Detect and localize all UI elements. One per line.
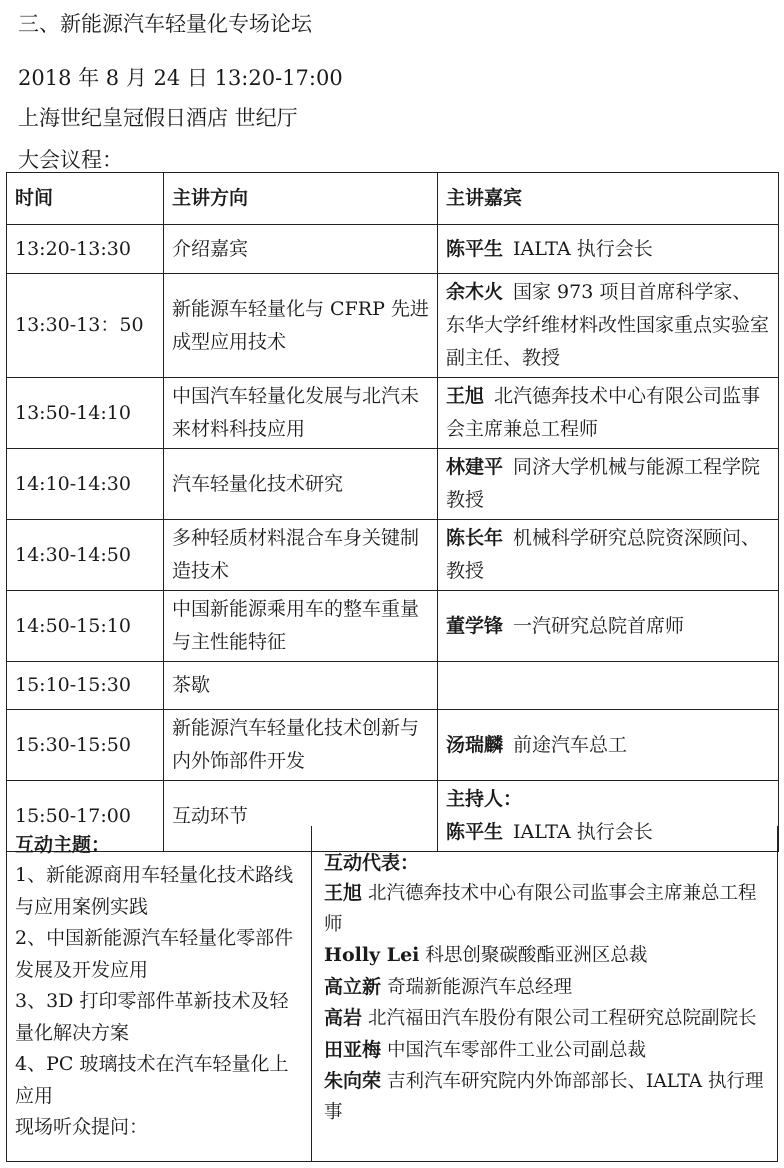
event-venue: 上海世纪皇冠假日酒店 世纪厅 <box>18 106 298 130</box>
table-row <box>7 225 779 274</box>
speaker-name: 陈长年 <box>446 527 504 549</box>
topics-heading: 互动主题： <box>15 834 111 856</box>
table-row <box>7 274 779 378</box>
agenda-header-row <box>7 173 779 225</box>
list-item <box>324 1066 767 1128</box>
speaker-title: IALTA 执行会长 <box>513 237 653 260</box>
list-item <box>324 878 767 940</box>
rep-title: 吉利汽车研究院内外饰部部长、IALTA 执行理事 <box>324 1071 764 1123</box>
audience-qa: 现场听众提问： <box>15 1116 149 1138</box>
row-topic: 茶歇 <box>164 662 438 710</box>
speaker-name: 林建平 <box>446 456 504 478</box>
table-row <box>7 449 779 520</box>
row-topic: 汽车轻量化技术研究 <box>164 449 438 520</box>
rep-name: 朱向荣 <box>324 1070 382 1092</box>
rep-title: 北汽福田汽车股份有限公司工程研究总院副院长 <box>368 1008 757 1029</box>
section-title: 三、新能源汽车轻量化专场论坛 <box>18 12 312 36</box>
rep-title: 科思创聚碳酸酯亚洲区总裁 <box>425 945 648 966</box>
row-time: 15:10-15:30 <box>7 662 164 710</box>
row-topic: 互动环节 <box>164 781 438 852</box>
speaker-title: 一汽研究总院首席师 <box>513 614 685 637</box>
row-guest <box>438 225 779 274</box>
rep-title: 奇瑞新能源汽车总经理 <box>387 976 573 998</box>
speaker-name: 王旭 <box>446 385 485 407</box>
interactive-representatives <box>312 826 777 1161</box>
speaker-name: 董学锋 <box>446 614 504 637</box>
agenda-table <box>6 172 779 852</box>
row-time: 14:50-15:10 <box>7 591 164 662</box>
row-topic: 介绍嘉宾 <box>164 225 438 274</box>
row-guest <box>438 520 779 591</box>
rep-name: 高立新 <box>324 975 382 998</box>
list-item <box>324 1003 767 1035</box>
row-time: 15:50-17:00 <box>7 781 164 852</box>
speaker-name: 余木火 <box>446 281 504 303</box>
list-item: 4、PC 玻璃技术在汽车轻量化上应用 <box>15 1053 289 1107</box>
list-item <box>324 1035 767 1067</box>
rep-name: 田亚梅 <box>324 1038 382 1061</box>
reps-heading: 互动代表： <box>324 852 420 874</box>
list-item: 3、3D 打印零部件革新技术及轻量化解决方案 <box>15 990 289 1044</box>
speaker-title: 北汽德奔技术中心有限公司监事会主席兼总工程师 <box>446 385 761 440</box>
header-speaker: 主讲嘉宾 <box>438 173 779 225</box>
rep-title: 中国汽车零部件工业公司副总裁 <box>387 1039 647 1061</box>
agenda-label: 大会议程： <box>18 148 123 172</box>
table-row <box>7 710 779 781</box>
rep-title: 北汽德奔技术中心有限公司监事会主席兼总工程师 <box>324 883 757 935</box>
rep-name: Holly Lei <box>324 944 420 966</box>
row-guest <box>438 591 779 662</box>
speaker-name: 汤瑞麟 <box>446 733 504 756</box>
row-guest <box>438 662 779 710</box>
interactive-topics <box>7 826 312 1161</box>
row-topic: 多种轻质材料混合车身关键制造技术 <box>164 520 438 591</box>
list-item <box>324 972 767 1004</box>
row-guest <box>438 710 779 781</box>
speaker-title: IALTA 执行会长 <box>513 821 653 843</box>
row-topic: 中国新能源乘用车的整车重量与主性能特征 <box>164 591 438 662</box>
interactive-section <box>6 826 778 1162</box>
rep-name: 高岩 <box>324 1007 363 1029</box>
header-topic: 主讲方向 <box>164 173 438 225</box>
table-row <box>7 520 779 591</box>
row-guest <box>438 378 779 449</box>
row-time: 13:20-13:30 <box>7 225 164 274</box>
row-time: 13:30-13：50 <box>7 274 164 378</box>
row-topic: 中国汽车轻量化发展与北汽未来材料科技应用 <box>164 378 438 449</box>
speaker-title: 同济大学机械与能源工程学院教授 <box>446 456 761 511</box>
header-time: 时间 <box>7 173 164 225</box>
row-guest <box>438 449 779 520</box>
row-time: 14:30-14:50 <box>7 520 164 591</box>
list-item <box>324 940 767 972</box>
row-time: 15:30-15:50 <box>7 710 164 781</box>
speaker-title: 机械科学研究总院资深顾问、教授 <box>446 527 761 582</box>
event-datetime: 2018 年 8 月 24 日 13:20-17:00 <box>18 66 343 90</box>
row-time: 14:10-14:30 <box>7 449 164 520</box>
row-topic: 新能源车轻量化与 CFRP 先进成型应用技术 <box>164 274 438 378</box>
speaker-title: 国家 973 项目首席科学家、东华大学纤维材料改性国家重点实验室副主任、教授 <box>446 281 770 369</box>
host-label: 主持人： <box>446 788 523 810</box>
speaker-name: 陈平生 <box>446 821 504 843</box>
table-row <box>7 662 779 710</box>
speaker-name: 陈平生 <box>446 237 504 260</box>
table-row <box>7 591 779 662</box>
rep-name: 王旭 <box>324 882 363 904</box>
list-item: 2、中国新能源汽车轻量化零部件发展及开发应用 <box>15 927 294 981</box>
row-time: 13:50-14:10 <box>7 378 164 449</box>
table-row <box>7 378 779 449</box>
row-guest <box>438 274 779 378</box>
list-item: 1、新能源商用车轻量化技术路线与应用案例实践 <box>15 864 294 918</box>
row-topic: 新能源汽车轻量化技术创新与内外饰部件开发 <box>164 710 438 781</box>
speaker-title: 前途汽车总工 <box>513 733 628 756</box>
